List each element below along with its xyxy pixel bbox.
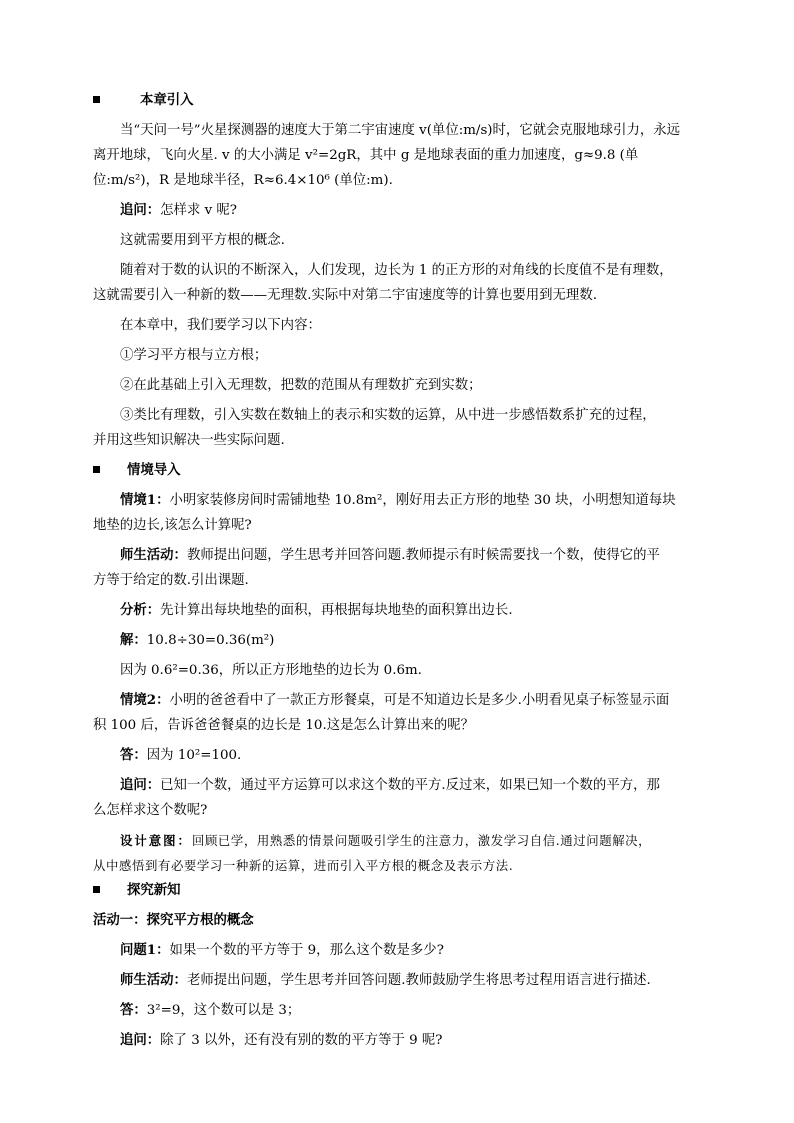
paragraph-line: 方等于给定的数.引出课题. — [93, 573, 249, 588]
followup-label: 追问： — [120, 777, 161, 793]
followup-label: 追问： — [120, 1032, 161, 1048]
answer: 答：因为 10²=100. — [120, 747, 242, 763]
answer-label: 答： — [120, 747, 147, 763]
square-bullet-icon — [93, 466, 100, 473]
section-heading-situation: 情境导入 — [93, 458, 703, 483]
followup-question: 追问：已知一个数，通过平方运算可以求这个数的平方.反过来，如果已知一个数的平方，那 — [120, 777, 660, 793]
analysis: 分析：先计算出每块地垫的面积，再根据每块地垫的面积算出边长. — [120, 602, 513, 618]
list-item: ①学习平方根与立方根； — [120, 348, 268, 363]
analysis-label: 分析： — [120, 602, 161, 618]
activity-label: 师生活动： — [120, 547, 187, 563]
teacher-student-activity: 师生活动：老师提出问题，学生思考并回答问题.教师鼓励学生将思考过程用语言进行描述. — [120, 972, 651, 988]
followup-text: 怎样求 v 呢? — [160, 203, 237, 218]
list-item: ②在此基础上引入无理数，把数的范围从有理数扩充到实数； — [120, 378, 482, 393]
followup-question: 追问：除了 3 以外，还有没有别的数的平方等于 9 呢? — [120, 1032, 443, 1048]
paragraph-line: 这就需要用到平方根的概念. — [120, 233, 285, 248]
situation-1: 情境1：小明家装修房间时需铺地垫 10.8m²，刚好用去正方形的地垫 30 块，小明想知道每块 — [120, 492, 676, 508]
document-page — [93, 88, 703, 1053]
teacher-student-activity: 师生活动：教师提出问题，学生思考并回答问题.教师提示有时候需要找一个数，使得它的平 — [120, 547, 660, 563]
paragraph-line: 从中感悟到有必要学习一种新的运算，进而引入平方根的概念及表示方法. — [93, 858, 514, 873]
square-bullet-icon — [93, 96, 100, 103]
answer: 答：3²=9，这个数可以是 3； — [120, 1002, 301, 1018]
paragraph-line: 因为 0.6²=0.36，所以正方形地垫的边长为 0.6m. — [120, 663, 422, 678]
paragraph-line: 在本章中，我们要学习以下内容： — [120, 318, 321, 333]
section-heading-explore: 探究新知 — [93, 878, 703, 903]
activity-heading: 活动一：探究平方根的概念 — [93, 912, 254, 928]
paragraph-line: 么怎样求这个数呢? — [93, 803, 208, 818]
followup-question — [93, 198, 703, 223]
situation-2: 情境2：小明的爸爸看中了一款正方形餐桌，可是不知道边长是多少.小明看见桌子标签显示面 — [120, 692, 670, 708]
design-intent-label: 设计意图： — [120, 833, 192, 848]
question-1: 问题1：如果一个数的平方等于 9，那么这个数是多少? — [120, 942, 444, 958]
paragraph-line: 离开地球，飞向火星. v 的大小满足 v²=2gR，其中 g 是地球表面的重力加速度，g≈9.8 (单 — [93, 148, 639, 163]
activity-label: 师生活动： — [120, 972, 187, 988]
solution-label: 解： — [120, 632, 147, 648]
list-item-continued: 并用这些知识解决一些实际问题. — [93, 433, 285, 448]
situation-2-label: 情境2： — [120, 692, 170, 708]
paragraph-line: 随着对于数的认识的不断深入，人们发现，边长为 1 的正方形的对角线的长度值不是有理数， — [120, 263, 673, 278]
paragraph-line: 当“天问一号”火星探测器的速度大于第二宇宙速度 v(单位:m/s)时，它就会克服地球引力，永远 — [120, 123, 681, 138]
followup-label: 追问： — [120, 202, 161, 218]
paragraph-line: 位:m/s²)，R 是地球半径，R≈6.4×10⁶ (单位:m). — [93, 173, 393, 188]
design-intent: 设计意图：回顾已学，用熟悉的情景问题吸引学生的注意力，激发学习自信.通过问题解决， — [120, 833, 652, 848]
paragraph-line: 这就需要引入一种新的数——无理数.实际中对第二宇宙速度等的计算也要用到无理数. — [93, 288, 597, 303]
square-bullet-icon — [93, 886, 100, 893]
section-heading-intro: 本章引入 — [93, 88, 703, 113]
situation-1-label: 情境1： — [120, 492, 170, 508]
paragraph-line: 积 100 后，告诉爸爸餐桌的边长是 10.这是怎么计算出来的呢？ — [93, 718, 474, 733]
paragraph-line: 地垫的边长,该怎么计算呢? — [93, 518, 252, 533]
solution: 解：10.8÷30=0.36(m²) — [120, 632, 275, 648]
answer-label: 答： — [120, 1002, 147, 1018]
list-item: ③类比有理数，引入实数在数轴上的表示和实数的运算，从中进一步感悟数系扩充的过程， — [120, 408, 656, 423]
question-1-label: 问题1： — [120, 942, 170, 958]
